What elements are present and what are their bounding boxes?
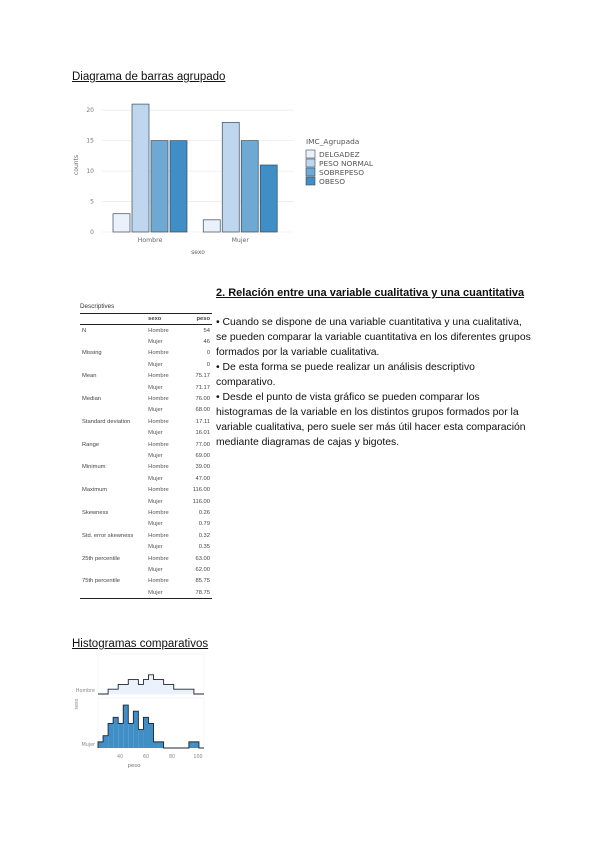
stat-name [80, 519, 146, 530]
histogram-bin [159, 742, 164, 748]
histogram-bin [138, 730, 143, 748]
stat-name: Range [82, 441, 100, 448]
x-axis-label: peso [127, 763, 141, 769]
table-row [80, 576, 212, 587]
sex-cell: Hombre [148, 396, 169, 403]
stat-name [80, 405, 146, 416]
table-row [80, 473, 212, 484]
panel-label: Hombre [75, 689, 95, 694]
histogram-bin [103, 736, 108, 748]
bar-peso-normal [132, 104, 149, 232]
histogram-bin [133, 711, 138, 748]
sex-cell: Hombre [148, 487, 169, 494]
value-cell: 47.00 [195, 475, 210, 482]
y-tick-label: 15 [86, 137, 94, 145]
legend-label: SOBREPESO [319, 168, 365, 177]
sex-cell: Mujer [148, 544, 163, 551]
y-tick-label: 10 [86, 168, 94, 176]
x-tick-label: 80 [168, 755, 176, 760]
y-tick-label: 5 [90, 198, 94, 206]
value-cell: 0 [206, 361, 210, 368]
stat-name: 25th percentile [82, 555, 121, 562]
stat-name [80, 336, 146, 347]
legend-label: PESO NORMAL [319, 159, 374, 168]
x-tick-label: Mujer [231, 237, 249, 244]
sex-cell: Hombre [148, 509, 169, 516]
stat-name [80, 450, 146, 461]
stat-name: N [82, 327, 87, 334]
legend-swatch [306, 177, 315, 185]
table-row [80, 484, 212, 495]
histogram-bin [148, 675, 153, 694]
x-tick-label: 40 [116, 755, 124, 760]
sex-cell: Mujer [148, 452, 163, 459]
table-row [80, 519, 212, 530]
table-row [80, 371, 212, 382]
y-axis-label: sexo [75, 698, 80, 710]
value-cell: 78.75 [179, 587, 212, 599]
histogram-bin [184, 689, 189, 694]
value-cell: 17.11 [195, 418, 210, 425]
table-row [80, 393, 212, 404]
table-row [80, 496, 212, 507]
section-title: 2. Relación entre una variable cualitativa y una cuantitativa [216, 287, 525, 299]
sex-cell: Mujer [148, 361, 163, 368]
sex-cell: Mujer [146, 587, 179, 599]
value-cell: 54 [203, 327, 210, 334]
sex-cell: Hombre [148, 532, 169, 539]
sex-cell: Hombre [148, 464, 169, 471]
descriptives-title: Descriptives [80, 303, 115, 310]
table-row [80, 348, 212, 359]
value-cell: 0.26 [198, 509, 210, 516]
legend-swatch [306, 168, 315, 176]
column-header: sexo [146, 314, 179, 325]
histogram-bin [113, 689, 118, 694]
histogram-bin [128, 680, 133, 694]
histogram-bin [118, 684, 123, 694]
value-cell: 0.79 [198, 521, 210, 528]
table-row [80, 336, 212, 347]
value-cell: 75.17 [195, 373, 210, 380]
sex-cell: Hombre [148, 578, 169, 585]
histogram-bin [143, 680, 148, 694]
sex-cell: Hombre [148, 441, 169, 448]
value-cell: 0.32 [198, 532, 210, 539]
value-cell: 63.00 [195, 555, 210, 562]
table-row [80, 439, 212, 450]
histograms-heading: Histogramas comparativos [72, 638, 209, 650]
histogram-bin [108, 689, 113, 694]
value-cell: 16.01 [195, 430, 210, 437]
histogram-bin [179, 689, 184, 694]
table-row [80, 416, 212, 427]
table-row [80, 507, 212, 518]
sex-cell: Mujer [148, 384, 163, 391]
table-row [80, 553, 212, 564]
bar-peso-normal [222, 122, 239, 232]
table-row [80, 530, 212, 541]
sex-cell: Hombre [148, 350, 169, 357]
bar-sobrepeso [241, 141, 258, 232]
value-cell: 71.17 [195, 384, 210, 391]
bullet-item: • Desde el punto de vista gráfico se pueden comparar los histogramas de la variable en los distintos grupos formados por la variable cualitativa, pero suele ser más útil hacer esta comparación mediante diagramas de cajas y bigotes. [216, 392, 526, 448]
value-cell: 69.00 [195, 452, 210, 459]
value-cell: 0.35 [198, 544, 210, 551]
x-tick-label: 100 [193, 755, 203, 760]
table-row [80, 587, 212, 599]
column-header [80, 314, 146, 325]
section-bullets [216, 315, 534, 450]
value-cell: 76.00 [195, 396, 210, 403]
histogram-bin [138, 684, 143, 694]
sex-cell: Mujer [148, 521, 163, 528]
stat-name [80, 541, 146, 552]
table-row [80, 428, 212, 439]
stat-name [80, 382, 146, 393]
stat-name [80, 359, 146, 370]
sex-cell: Hombre [148, 327, 169, 334]
table-row [80, 541, 212, 552]
bar-sobrepeso [151, 141, 168, 232]
value-cell: 46 [203, 339, 210, 346]
stat-name: 75th percentile [82, 578, 121, 585]
bar-delgadez [113, 214, 130, 232]
x-axis-label: sexo [191, 249, 205, 256]
sex-cell: Mujer [148, 498, 163, 505]
stat-name [80, 473, 146, 484]
legend-swatch [306, 159, 315, 167]
histogram-bin [164, 684, 169, 694]
histogram-bin [148, 723, 153, 748]
stat-name: Missing [82, 350, 102, 357]
table-row [80, 359, 212, 370]
histogram-bin [133, 680, 138, 694]
x-tick-label: Hombre [137, 237, 163, 244]
sex-cell: Mujer [148, 566, 163, 573]
bullet-item: • De esta forma se puede realizar un análisis descriptivo comparativo. [216, 362, 475, 388]
stat-name: Mean [82, 373, 97, 380]
stat-name [80, 496, 146, 507]
table-row [80, 405, 212, 416]
bar-obeso [260, 165, 277, 232]
legend-swatch [306, 150, 315, 158]
sex-cell: Hombre [148, 418, 169, 425]
bullet-item: • Cuando se dispone de una variable cuantitativa y una cualitativa, se pueden comparar la variable cuantitativa en los diferentes grupos formados por la variable cualitativa. [216, 317, 531, 358]
bar-delgadez [203, 220, 220, 232]
value-cell: 68.00 [195, 407, 210, 414]
panel-label: Mujer [81, 743, 95, 748]
descriptives-table [80, 313, 212, 599]
histogram-bin [113, 717, 118, 748]
y-axis-label: counts [73, 154, 80, 176]
sex-cell: Mujer [148, 475, 163, 482]
bar-chart-heading: Diagrama de barras agrupado [72, 71, 226, 83]
histogram-bin [194, 742, 199, 748]
histograms-chart [72, 652, 212, 772]
grouped-bar-chart [60, 92, 390, 272]
sex-cell: Mujer [148, 407, 163, 414]
legend-label: DELGADEZ [319, 150, 360, 159]
histogram-bin [123, 705, 128, 748]
value-cell: 77.00 [195, 441, 210, 448]
value-cell: 85.75 [195, 578, 210, 585]
value-cell: 62.00 [195, 566, 210, 573]
histogram-bin [108, 723, 113, 748]
legend-label: OBESO [319, 177, 346, 186]
sex-cell: Hombre [148, 373, 169, 380]
histogram-bin [98, 742, 103, 748]
stat-name: Median [82, 396, 102, 403]
table-row [80, 325, 212, 337]
value-cell: 116.00 [192, 498, 210, 505]
stat-name: Skewness [82, 509, 109, 516]
histogram-bin [189, 689, 194, 694]
value-cell: 0 [206, 350, 210, 357]
stat-name [80, 587, 146, 599]
column-header: peso [179, 314, 212, 325]
histogram-bin [154, 680, 159, 694]
stat-name: Standard deviation [82, 418, 131, 425]
histogram-bin [123, 684, 128, 694]
stat-name [80, 564, 146, 575]
value-cell: 116.00 [192, 487, 210, 494]
value-cell: 39.00 [195, 464, 210, 471]
y-tick-label: 0 [90, 229, 94, 236]
table-row [80, 564, 212, 575]
table-row [80, 382, 212, 393]
histogram-bin [118, 723, 123, 748]
stat-name [80, 428, 146, 439]
sex-cell: Hombre [148, 555, 169, 562]
stat-name: Minimum [82, 464, 106, 471]
histogram-bin [143, 717, 148, 748]
y-tick-label: 20 [86, 107, 94, 115]
histogram-bin [189, 742, 194, 748]
histogram-bin [169, 684, 174, 694]
stat-name: Std. error skewness [82, 532, 134, 539]
bar-obeso [170, 141, 187, 232]
histogram-bin [159, 680, 164, 694]
legend-title: IMC_Agrupada [306, 137, 360, 146]
histogram-bin [174, 689, 179, 694]
stat-name: Maximum [82, 487, 108, 494]
x-tick-label: 60 [142, 755, 150, 760]
histogram-bin [154, 742, 159, 748]
sex-cell: Mujer [148, 339, 163, 346]
table-row [80, 450, 212, 461]
histogram-bin [128, 723, 133, 748]
table-row [80, 462, 212, 473]
sex-cell: Mujer [148, 430, 163, 437]
